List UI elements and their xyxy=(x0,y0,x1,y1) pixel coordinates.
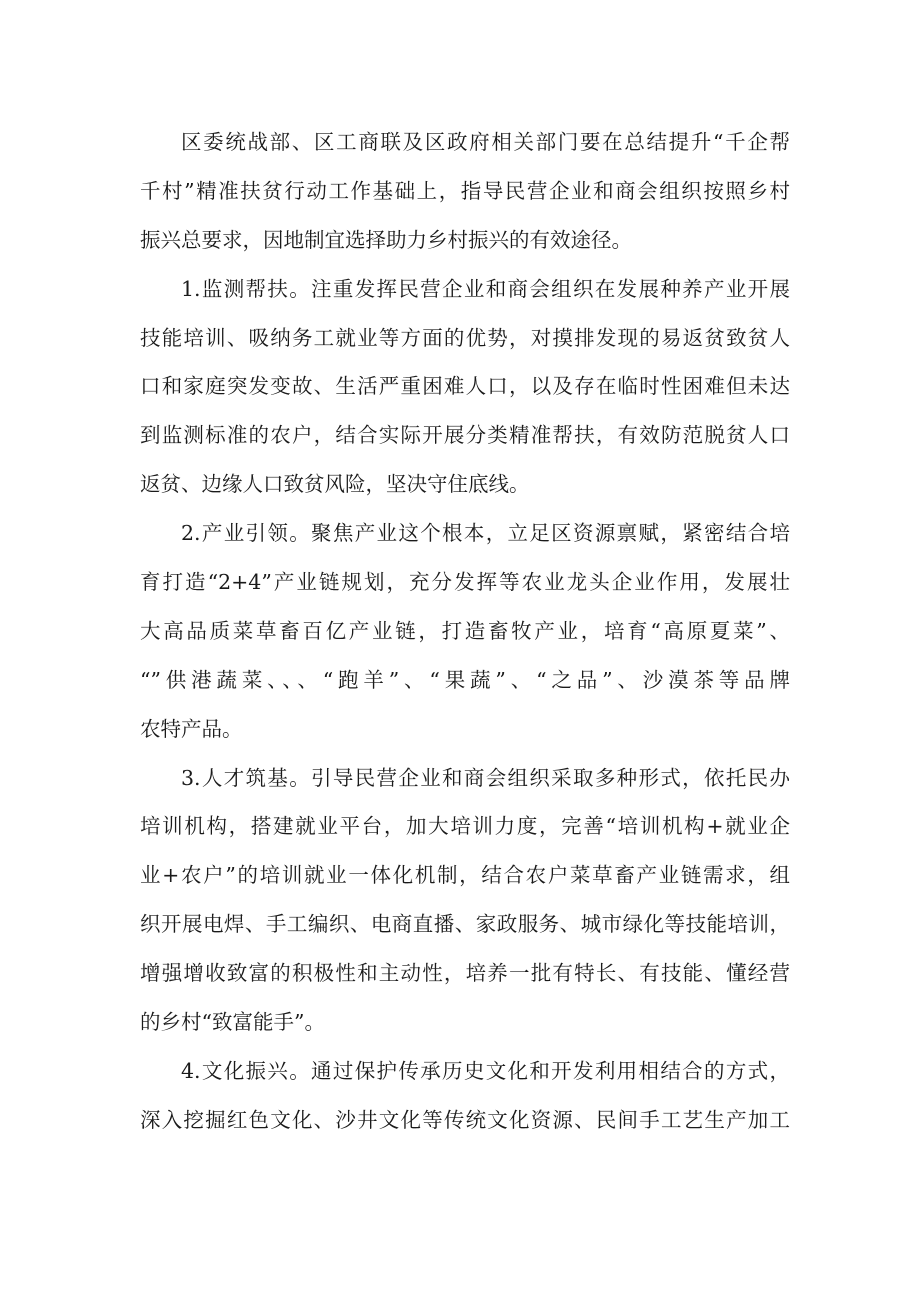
document-body xyxy=(140,118,790,1145)
text-line: 2.产业引领。聚焦产业这个根本，立足区资源禀赋，紧密结合培 xyxy=(181,521,790,546)
text-line: 区委统战部、区工商联及区政府相关部门要在总结提升“千企帮 xyxy=(181,130,790,154)
paragraph-monitoring-assistance xyxy=(140,265,790,509)
text-line: 业+农户”的培训就业一体化机制，结合农户菜草畜产业链需求，组 xyxy=(140,863,790,888)
paragraph-intro xyxy=(140,118,790,265)
text-line: 口和家庭突发变故、生活严重困难人口，以及存在临时性困难但未达 xyxy=(140,374,790,399)
text-line: 的乡村“致富能手”。 xyxy=(140,1010,325,1035)
text-line: 培训机构，搭建就业平台，加大培训力度，完善“培训机构+就业企 xyxy=(140,814,790,839)
text-line: 返贫、边缘人口致贫风险，坚决守住底线。 xyxy=(140,472,530,497)
paragraph-cultural-revitalization xyxy=(140,1047,790,1145)
paragraph-talent-foundation xyxy=(140,754,790,1047)
text-line: 技能培训、吸纳务工就业等方面的优势，对摸排发现的易返贫致贫人 xyxy=(140,325,790,350)
text-line: 织开展电焊、手工编织、电商直播、家政服务、城市绿化等技能培训， xyxy=(140,912,790,937)
text-line: 深入挖掘红色文化、沙井文化等传统文化资源、民间手工艺生产加工 xyxy=(140,1107,790,1132)
text-line: “”供港蔬菜、、、“跑羊”、“果蔬”、“之品”、沙漠茶等品牌 xyxy=(140,667,790,692)
text-line: 农特产品。 xyxy=(140,716,243,741)
text-line: 1.监测帮扶。注重发挥民营企业和商会组织在发展种养产业开展 xyxy=(181,276,790,301)
text-line: 育打造“2+4”产业链规划，充分发挥等农业龙头企业作用，发展壮 xyxy=(140,570,790,595)
text-line: 4.文化振兴。通过保护传承历史文化和开发利用相结合的方式， xyxy=(181,1058,790,1083)
text-line: 千村”精准扶贫行动工作基础上，指导民营企业和商会组织按照乡村 xyxy=(140,178,790,203)
text-line: 增强增收致富的积极性和主动性，培养一批有特长、有技能、懂经营 xyxy=(140,961,790,986)
text-line: 振兴总要求，因地制宜选择助力乡村振兴的有效途径。 xyxy=(140,227,632,252)
text-line: 3.人才筑基。引导民营企业和商会组织采取多种形式，依托民办 xyxy=(181,765,790,790)
paragraph-industry-guidance xyxy=(140,509,790,753)
text-line: 大高品质菜草畜百亿产业链，打造畜牧产业，培育“高原夏菜”、 xyxy=(140,618,790,643)
text-line: 到监测标准的农户，结合实际开展分类精准帮扶，有效防范脱贫人口 xyxy=(140,423,790,448)
